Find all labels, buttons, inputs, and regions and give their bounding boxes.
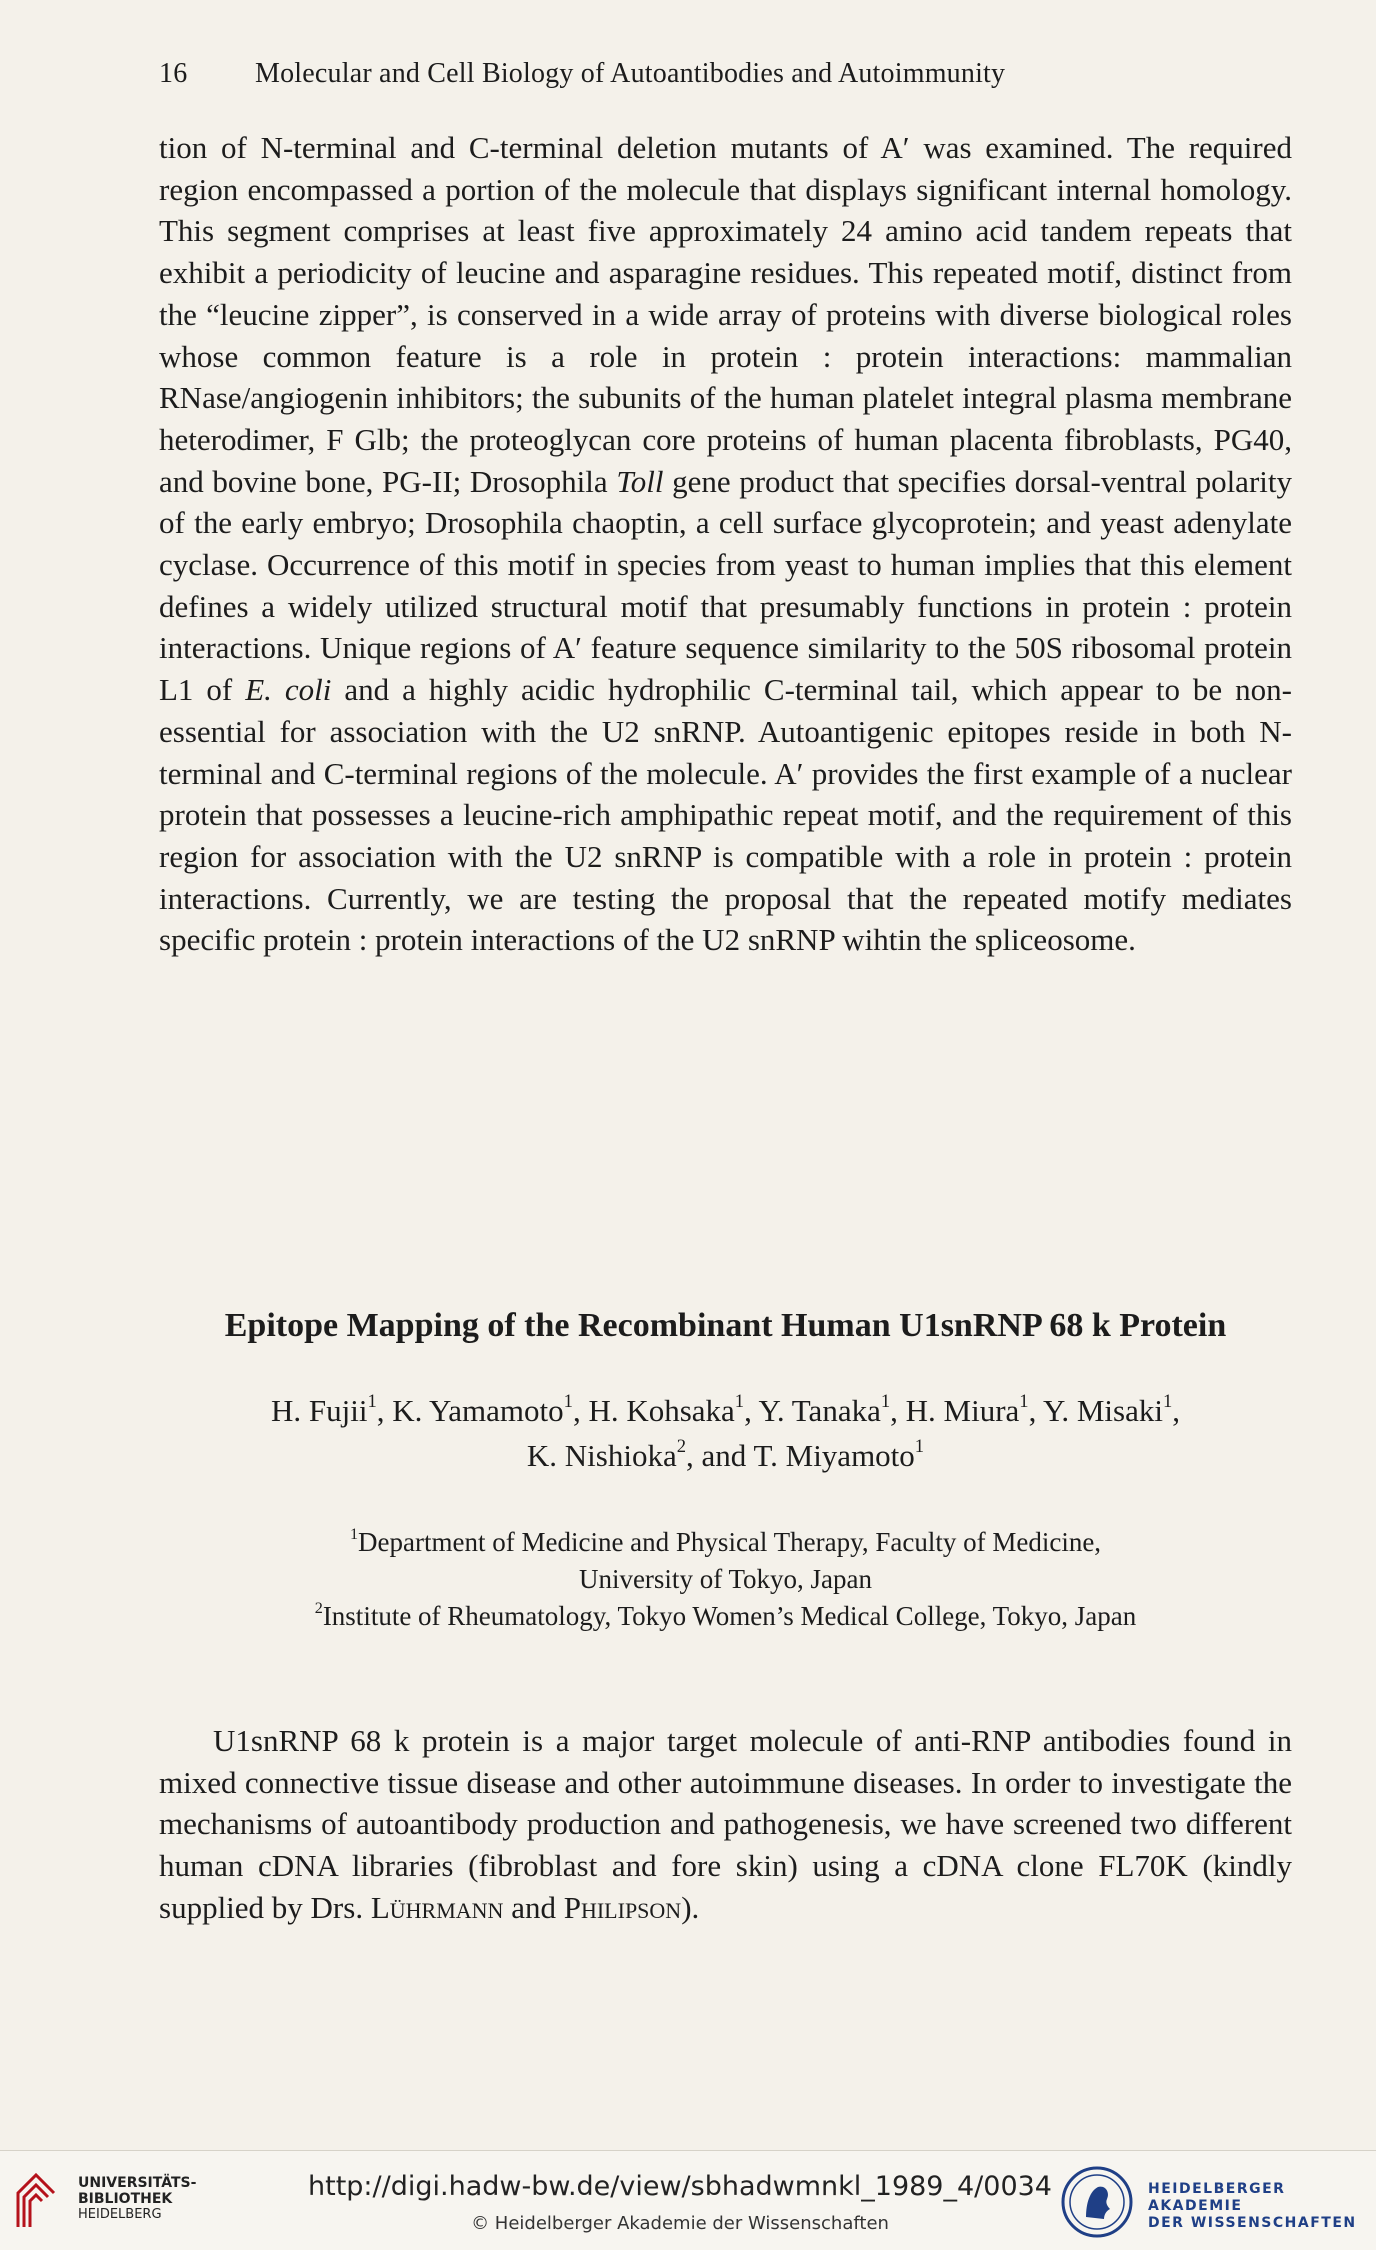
author: H. Kohsaka (588, 1393, 735, 1428)
permalink-url[interactable]: http://digi.hadw-bw.de/view/sbhadwmnkl_1989_4/0034 (308, 2171, 1052, 2202)
running-title: Molecular and Cell Biology of Autoantibodies and Autoimmunity (255, 58, 1006, 89)
author-citation: Lührmann (370, 1889, 504, 1925)
running-header (159, 58, 1199, 90)
intro-text-2: gene product that specifies dorsal-ventral polarity of the early embryo; Drosophila chaoptin, a cell surface glycoprotein; and yeast adenylate cyclase. Occurrence of this motif in species from yeast to human implies that this element defines a widely utilized structural motif that presumably functions in protein : protein interactions. Unique regions of A′ feature sequence similarity to the 50S ribosomal protein L1 of (159, 463, 1292, 708)
author: T. Miyamoto (753, 1438, 915, 1473)
affiliations (159, 1524, 1292, 1635)
author: H. Miura (905, 1393, 1020, 1428)
toll-gene-name: Toll (616, 463, 664, 499)
affiliation-1: $^1$Department of Medicine and Physical Therapy, Faculty of Medicine, (349, 1524, 1102, 1557)
digitization-footer (0, 2150, 1376, 2250)
abstract-text: U1snRNP 68 k protein is a major target molecule of anti-RNP antibodies found in mixed connective tissue disease and other autoimmune diseases. In order to investigate the mechanisms of autoantibody production and pathogenesis, we have screened two different human cDNA libraries (fibroblast and fore skin) using a cDNA clone FL70K (kindly supplied by Drs. (159, 1723, 1292, 1925)
author: H. Fujii (270, 1393, 368, 1428)
intro-paragraph (159, 127, 1292, 961)
affiliation-1-cont: University of Tokyo, Japan (578, 1564, 873, 1594)
author-citation: Philipson (563, 1889, 682, 1925)
academy-seal-icon (1060, 2165, 1134, 2239)
ecoli-species-name: E. coli (245, 672, 332, 708)
intro-text-3: and a highly acidic hydrophilic C-terminal tail, which appear to be non-essential for association with the U2 snRNP. Autoantigenic epitopes reside in both N-terminal and C-terminal regions of the molecule. A′ provides the first example of a nuclear protein that possesses a leucine-rich amphipathic repeat motif, and the requirement of this region for association with the U2 snRNP is compatible with a role in protein : protein interactions. Currently, we are testing the proposal that the repeated motify mediates specific protein : protein interactions of the U2 snRNP wihtin the spliceosome. (159, 672, 1292, 958)
affiliation-2: $^2$Institute of Rheumatology, Tokyo Women’s Medical College, Tokyo, Japan (314, 1598, 1137, 1631)
academy-name: HEIDELBERGER AKADEMIE DER WISSENSCHAFTEN (1148, 2181, 1357, 2231)
author-list (159, 1388, 1292, 1478)
author-line-1: H. Fujii$^1$, K. Yamamoto$^1$, H. Kohsaka$^1$, Y. Tanaka$^1$, H. Miura$^1$, Y. Misaki$^1$, (270, 1391, 1181, 1428)
author: K. Yamamoto (392, 1393, 564, 1428)
author: Y. Misaki (1042, 1393, 1163, 1428)
intro-text-1: tion of N-terminal and C-terminal deletion mutants of A′ was examined. The required region encompassed a portion of the molecule that displays significant internal homology. This segment comprises at least five approximately 24 amino acid tandem repeats that exhibit a periodicity of leucine and asparagine residues. This repeated motif, distinct from the “leucine zipper”, is conserved in a wide array of proteins with diverse biological roles whose common feature is a role in protein : protein interactions: mammalian RNase/angiogenin inhibitors; the subunits of the human platelet integral plasma membrane heterodimer, F Glb; the proteoglycan core proteins of human placenta fibroblasts, PG40, and bovine bone, PG-II; Drosophila (159, 130, 1292, 499)
abstract-paragraph: U1snRNP 68 k protein is a major target molecule of anti-RNP antibodies found in mixed connective tissue disease and other autoimmune diseases. In order to investigate the mechanisms of autoantibody production and pathogenesis, we have screened two different human cDNA libraries (fibroblast and fore skin) using a cDNA clone FL70K (kindly supplied by Drs. Lührmann and Philipson). (159, 1723, 1292, 1925)
university-library-logo-icon (14, 2169, 58, 2231)
copyright-notice: © Heidelberger Akademie der Wissenschaften (471, 2213, 889, 2234)
university-library-name: UNIVERSITÄTS- BIBLIOTHEK HEIDELBERG (78, 2175, 197, 2222)
author: K. Nishioka (526, 1438, 677, 1473)
author: Y. Tanaka (758, 1393, 881, 1428)
page-number: 16 (159, 58, 188, 89)
section-title: Epitope Mapping of the Recombinant Human U1snRNP 68 k Protein (224, 1307, 1227, 1344)
author-line-2: K. Nishioka$^2$, and T. Miyamoto$^1$ (526, 1436, 925, 1473)
